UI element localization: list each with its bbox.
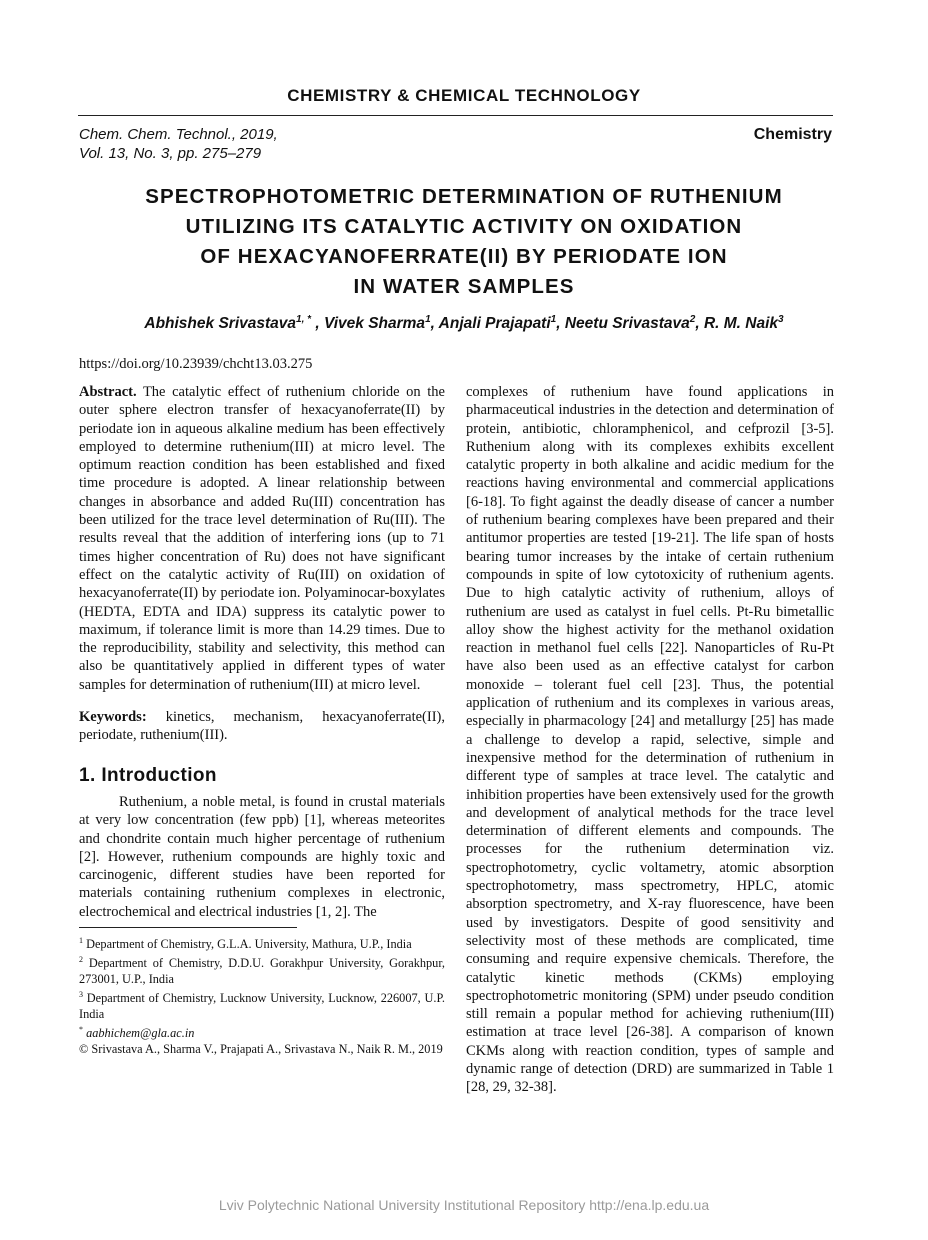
author-affiliation-mark: 1 bbox=[425, 314, 431, 325]
abstract-label: Abstract. bbox=[79, 384, 137, 400]
section-heading-introduction: 1. Introduction bbox=[79, 764, 217, 786]
author-affiliation-mark: 1 bbox=[550, 314, 557, 325]
intro-paragraph-continued: complexes of ruthenium have found applications in pharmaceutical industries in the detection and determination of protein, antibiotic, chloramphenicol, and cefprozil [3-5]. Ruthenium along with its complexes exhibits excellent catalytic property in both alkaline and acidic medium for the reactions having environmental and commercial applications [6-18]. To fight against the deadly disease of cancer a number of ruthenium bearing complexes have been prepared and their antitumor properties are tested [19-21]. The life span of hosts bearing tumor increases by the intake of certain ruthenium compounds in spite of low cytotoxicity of ruthenium agents. Due to high catalytic activity of ruthenium, alloys of ruthenium are used as catalyst in fuel cells. Pt-Ru bimetallic alloy show the highest activity for the methanol oxidation reaction in methanol fuel cells [22]. Nanoparticles of Ru-Pt have also been used as an effective catalyst for carbon monoxide – tolerant fuel cell [23]. Thus, the potential application of ruthenium and its complexes in various areas, especially in pharmacology [24] and metallurgy [25] has made a challenge to develop a rapid, selective, simple and inexpensive method for the determination of ruthenium in different type of samples at trace level. The catalytic and inhibition properties have been extensively used for the growth and development of analytical methods for the trace level determination of different elements and compounds. The processes for the ruthenium determination viz. spectrophotometry, cyclic voltametry, atomic absorption spectrophotometry, mass spectrometry, HPLC, atomic absorption spectrometry, and X-ray fluorescence, have been used by investigators. Despite of good sensitivity and selectivity most of these methods are complicated, time consuming and require expensive chemicals. Therefore, the catalytic kinetic methods (CKMs) employing spectrophotometric monitoring (SPM) under pseudo condition still remain a popular method for achieving ruthenium(III) estimation at trace level [26-38]. A comparison of known CKMs along with reaction condition, types of sample and dynamic range of detection (DRD) are summarized in Table 1 [28, 29, 32-38]. bbox=[466, 384, 834, 1096]
author-affiliation-mark: 3 bbox=[778, 314, 784, 325]
citation-line1: Chem. Chem. Technol., 2019, bbox=[79, 126, 278, 143]
citation-line2: Vol. 13, No. 3, pp. 275–279 bbox=[79, 145, 262, 162]
footnote-mark: * bbox=[79, 1025, 83, 1035]
footnote-item bbox=[79, 1022, 445, 1041]
journal-header: CHEMISTRY & CHEMICAL TECHNOLOGY bbox=[287, 86, 641, 105]
copyright: © Srivastava A., Sharma V., Prajapati A., Srivastava N., Naik R. M., 2019 bbox=[79, 1042, 443, 1057]
footnote-item bbox=[79, 933, 445, 952]
title-line: UTILIZING ITS CATALYTIC ACTIVITY ON OXIDATION bbox=[185, 215, 743, 238]
author-name: R. M. Naik bbox=[703, 315, 779, 333]
footnote-text: Department of Chemistry, D.D.U. Gorakhpur University, Gorakhpur, 273001, U.P., India bbox=[79, 956, 446, 987]
footnotes bbox=[79, 933, 445, 1057]
article-title bbox=[0, 182, 928, 302]
footnote-mark: 2 bbox=[79, 955, 83, 965]
author-affiliation-mark: 2 bbox=[689, 314, 696, 325]
title-line: OF HEXACYANOFERRATE(II) BY PERIODATE ION bbox=[200, 245, 728, 268]
section-tag: Chemistry bbox=[753, 126, 832, 143]
author-separator: , bbox=[430, 315, 439, 333]
header-rule bbox=[78, 115, 833, 116]
left-column bbox=[79, 383, 445, 1057]
keywords bbox=[79, 708, 445, 745]
footnote-text: Department of Chemistry, G.L.A. University, Mathura, U.P., India bbox=[86, 937, 412, 952]
title-line: IN WATER SAMPLES bbox=[353, 275, 575, 298]
footnote-rule bbox=[79, 927, 297, 928]
author-name: Neetu Srivastava bbox=[564, 315, 690, 333]
keywords-label: Keywords: bbox=[79, 709, 147, 726]
title-line: SPECTROPHOTOMETRIC DETERMINATION OF RUTHENIUM bbox=[145, 185, 783, 208]
intro-paragraph: Ruthenium, a noble metal, is found in crustal materials at very low concentration (few ppb) [1], whereas meteorites and chondrite contain much higher percentage of ruthenium [2]. However, ruthenium compounds are highly toxic and carcinogenic, different studies have been reported for materials containing ruthenium complexes in electronic, electrochemical and electrical industries [1, 2]. The bbox=[79, 793, 445, 920]
doi-link[interactable]: https://doi.org/10.23939/chcht13.03.275 bbox=[79, 356, 313, 372]
abstract-text: The catalytic effect of ruthenium chloride on the outer sphere electron transfer of hexacyanoferrate(II) by periodate ion in aqueous alkaline medium has been effectively employed to determine ruthenium(III) at micro level. The optimum reaction condition has been established and fixed time procedure is adopted. A linear relationship between changes in absorbance and added Ru(III) concentration has been utilized for the trace level determination of Ru(III). The results reveal that the addition of interfering ions (up to 71 times higher concentration of Ru) does not have significant effect on the catalytic activity of Ru(III) on oxidation of hexacyanoferrate(II) by periodate ion. Polyaminocar-boxylates (HEDTA, EDTA and IDA) suppress its catalytic power to maximum, if tolerance limit is more than 14.29 times. Due to the reproducibility, stability and selectivity, this method can also be quantitatively applied in different types of water samples for determination of ruthenium(III) at micro level. bbox=[79, 384, 445, 693]
author-affiliation-mark: 1, * bbox=[296, 314, 312, 325]
footnote-text: Department of Chemistry, Lucknow University, Lucknow, 226007, U.P. India bbox=[79, 991, 445, 1022]
corresponding-email[interactable]: aabhichem@gla.ac.in bbox=[86, 1026, 195, 1041]
repository-footer[interactable]: Lviv Polytechnic National University Institutional Repository http://ena.lp.edu.ua bbox=[218, 1197, 710, 1213]
keywords-text: kinetics, mechanism, hexacyanoferrate(II), periodate, ruthenium(III). bbox=[79, 709, 445, 744]
footnote-mark: 3 bbox=[79, 990, 83, 1000]
footnote-mark: 1 bbox=[79, 936, 83, 946]
author-list bbox=[0, 314, 928, 333]
author-separator: , bbox=[311, 315, 324, 333]
author-name: Vivek Sharma bbox=[323, 315, 426, 333]
author-name: Abhishek Srivastava bbox=[144, 315, 297, 333]
author-separator: , bbox=[695, 315, 704, 333]
footnote-item bbox=[79, 987, 445, 1022]
right-column bbox=[466, 383, 834, 1097]
author-name: Anjali Prajapati bbox=[438, 315, 551, 333]
abstract bbox=[79, 383, 445, 694]
author-separator: , bbox=[556, 315, 565, 333]
footnote-item bbox=[79, 952, 445, 987]
citation bbox=[79, 125, 278, 163]
